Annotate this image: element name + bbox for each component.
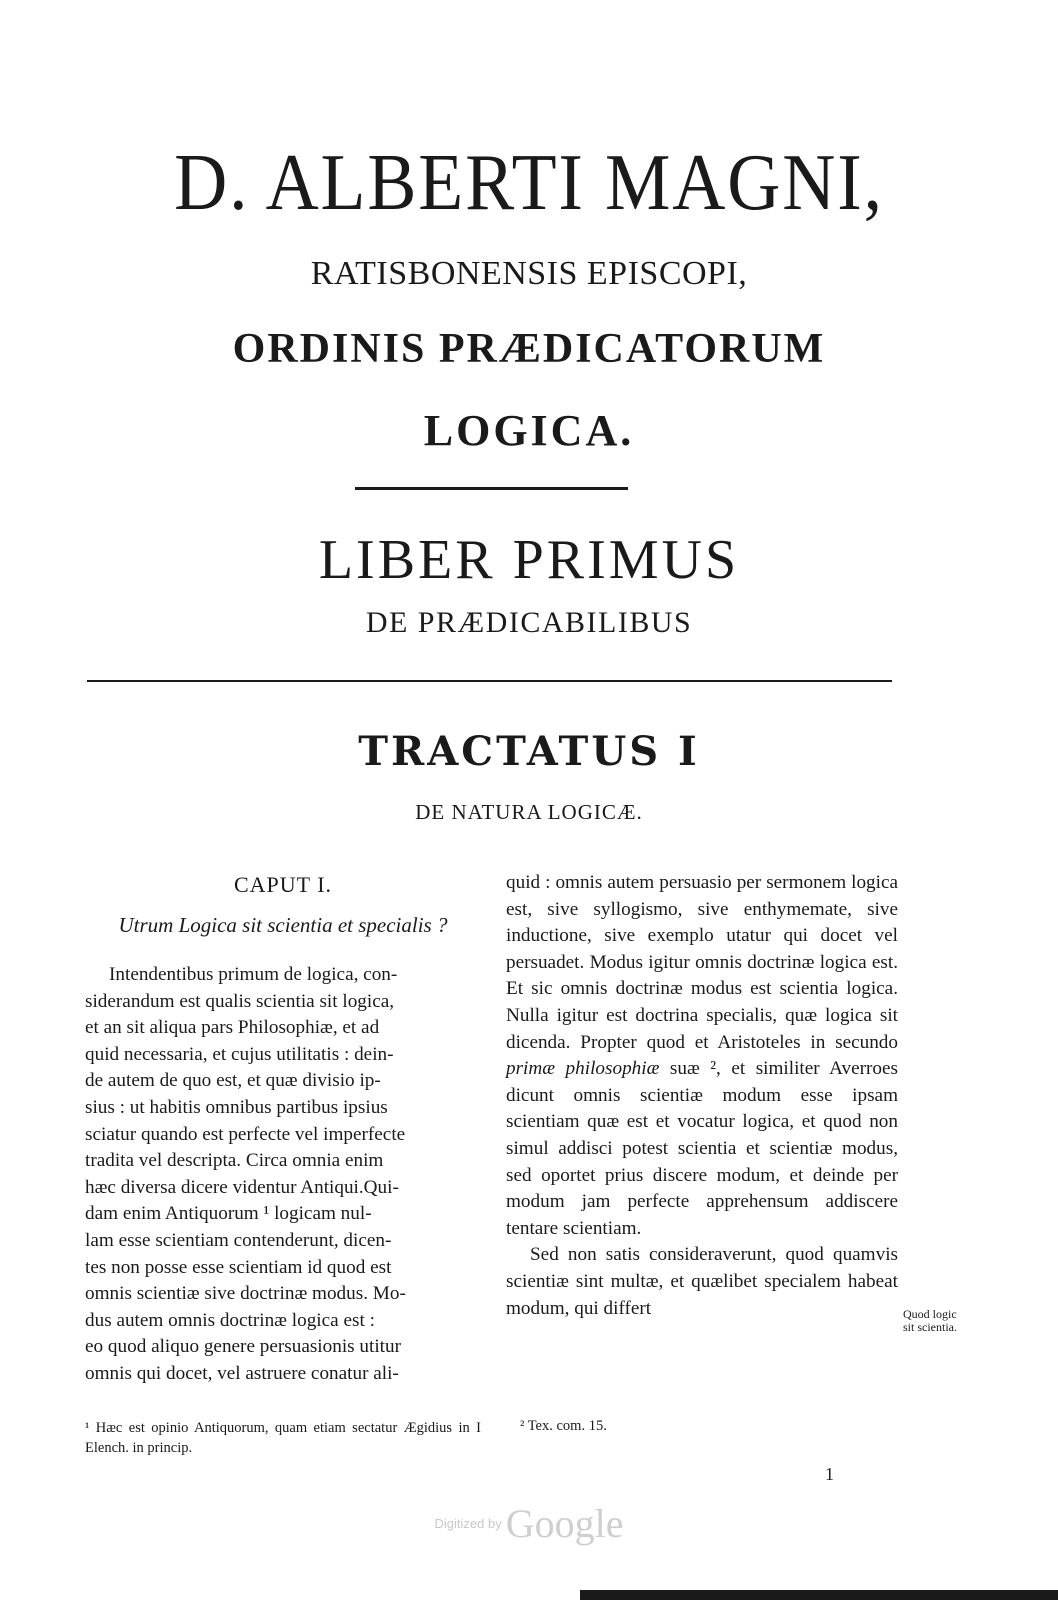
paragraph-text: quid : omnis autem persuasio per sermonem logica est, sive syllogismo, sive enthymemate, sive inductione, sive exemplo utatur qui docet vel persuadet. Modus igitur omnis doctrinæ logica est. Et sic omnis doctrinæ modus est scientia logica. Nulla igitur est doctrina specialis, quæ logica sit dicenda. Propter quod et Aristoteles in secundo — [506, 872, 898, 1053]
text-line: tradita vel descripta. Circa omnia enim — [85, 1150, 384, 1172]
footnote-2: ² Tex. com. 15. — [520, 1418, 607, 1434]
title-divider — [355, 487, 628, 490]
paragraph-text: suæ ², et similiter Averroes dicunt omnis scientiæ modum esse ipsam scientiam quæ est et vocatur logica, et quod non simul addisci potest scientia et scientiæ modus, sed oportet prius discere modum, et deinde per modum jam perfecte apprehensum addiscere tentare scientiam. — [506, 1058, 899, 1239]
text-line: tes non posse esse scientiam id quod est — [85, 1256, 392, 1278]
footnote-1: ¹ Hæc est opinio Antiquorum, quam etiam sectatur Ægidius in I Elench. in princip. — [85, 1420, 481, 1456]
text-line: hæc diversa dicere videntur Antiqui.Qui- — [85, 1176, 399, 1198]
book-subtitle: DE PRÆDICABILIBUS — [365, 606, 693, 639]
text-line: eo quod aliquo genere persuasionis utitur — [85, 1336, 401, 1358]
text-line: siderandum est qualis scientia sit logica, — [85, 990, 395, 1012]
text-line: omnis scientiæ sive doctrinæ modus. Mo- — [85, 1283, 406, 1305]
text-line: quid necessaria, et cujus utilitatis : dein- — [85, 1043, 394, 1065]
text-line: dam enim Antiquorum ¹ logicam nul- — [85, 1203, 372, 1225]
book-title: LIBER PRIMUS — [318, 529, 740, 591]
chapter-title: CAPUT I. — [233, 872, 333, 897]
work-title: LOGICA. — [423, 406, 635, 455]
paragraph: Sed non satis consideraverunt, quod quamvis scientiæ sint multæ, et quælibet specialem habeat modum, qui differt — [506, 1244, 898, 1319]
text-line: et an sit aliqua pars Philosophiæ, et ad — [85, 1017, 380, 1039]
work-reference: primæ philosophiæ — [506, 1058, 660, 1080]
right-column-text — [506, 870, 898, 1322]
page-number: 1 — [825, 1464, 834, 1484]
marginal-line: Quod logic — [903, 1307, 957, 1321]
text-line: sius : ut habitis omnibus partibus ipsius — [85, 1096, 388, 1118]
bishop-line: RATISBONENSIS EPISCOPI, — [310, 255, 748, 292]
scan-edge — [580, 1590, 1058, 1600]
marginal-line: sit scientia. — [903, 1320, 957, 1334]
author-title: D. ALBERTI MAGNI, — [174, 139, 884, 227]
google-logo: Google — [505, 1501, 624, 1546]
section-divider — [87, 680, 892, 682]
watermark-prefix: Digitized by — [434, 1516, 502, 1531]
text-line: sciatur quando est perfecte vel imperfecte — [85, 1123, 406, 1145]
left-column-text — [85, 962, 481, 1388]
text-line: de autem de quo est, et quæ divisio ip- — [85, 1070, 381, 1092]
marginal-note — [903, 1308, 1013, 1334]
text-line: Intendentibus primum de logica, con- — [109, 964, 398, 985]
order-line: ORDINIS PRÆDICATORUM — [232, 326, 826, 372]
tractatus-subtitle: DE NATURA LOGICÆ. — [415, 800, 643, 824]
paragraph — [506, 870, 898, 1242]
text-line: omnis qui docet, vel astruere conatur ali- — [85, 1362, 399, 1384]
chapter-subtitle: Utrum Logica sit scientia et specialis ? — [118, 913, 448, 937]
google-watermark — [0, 1500, 1058, 1547]
tractatus-title: TRACTATUS I — [358, 728, 700, 775]
text-line: lam esse scientiam contenderunt, dicen- — [85, 1229, 392, 1251]
text-line: dus autem omnis doctrinæ logica est : — [85, 1309, 375, 1331]
